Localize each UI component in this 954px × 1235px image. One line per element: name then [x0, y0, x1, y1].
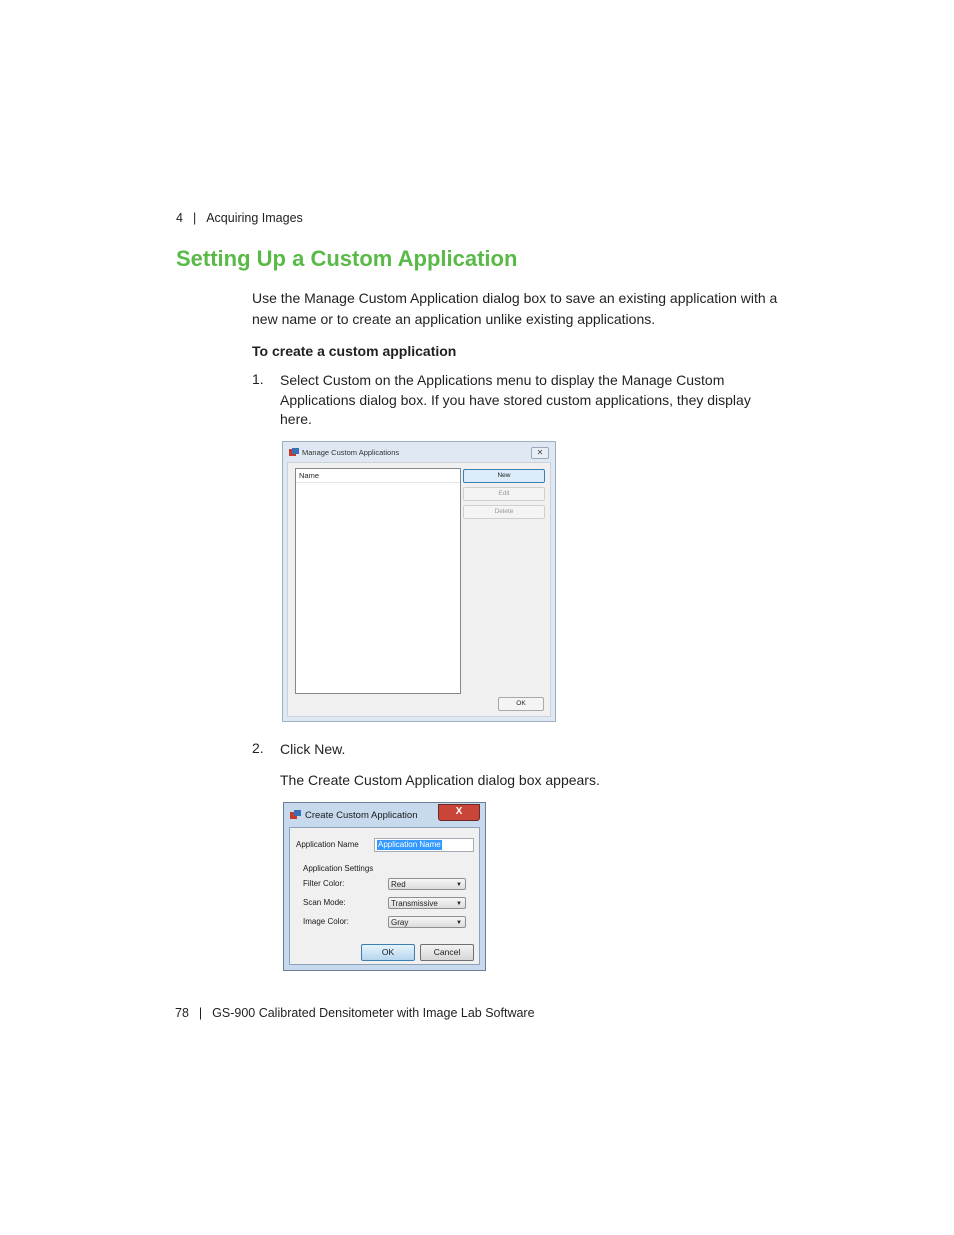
ok-button[interactable]: OK: [498, 697, 544, 711]
scan-mode-value: Transmissive: [391, 899, 438, 908]
chevron-down-icon: ▼: [456, 901, 462, 907]
close-icon[interactable]: X: [438, 804, 480, 821]
book-title: GS-900 Calibrated Densitometer with Image Lab Software: [212, 1006, 535, 1020]
manage-dialog-titlebar: [283, 442, 555, 464]
chevron-down-icon: ▼: [456, 882, 462, 888]
footer-separator: |: [198, 1006, 203, 1020]
application-icon: [289, 448, 299, 457]
filter-color-label: Filter Color:: [303, 879, 345, 888]
step-2-number: 2.: [252, 740, 264, 756]
step-2-text: Click New.: [280, 741, 346, 757]
header-separator: |: [192, 211, 197, 225]
list-column-header-name[interactable]: Name: [296, 469, 460, 483]
page-footer: [175, 1006, 535, 1020]
filter-color-select[interactable]: [388, 878, 466, 890]
step-2-result: The Create Custom Application dialog box appears.: [280, 772, 600, 788]
close-icon[interactable]: ✕: [531, 447, 549, 459]
image-color-value: Gray: [391, 918, 409, 927]
new-button[interactable]: New: [463, 469, 545, 483]
custom-applications-list[interactable]: [295, 468, 461, 694]
scan-mode-select[interactable]: [388, 897, 466, 909]
page-number: 78: [175, 1006, 189, 1020]
image-color-select[interactable]: [388, 916, 466, 928]
scan-mode-label: Scan Mode:: [303, 898, 346, 907]
create-dialog-body: [289, 827, 480, 965]
chevron-down-icon: ▼: [456, 920, 462, 926]
chapter-title: Acquiring Images: [206, 211, 303, 225]
image-color-label: Image Color:: [303, 917, 349, 926]
chapter-number: 4: [176, 211, 183, 225]
application-icon: [290, 810, 301, 820]
create-custom-application-dialog: [283, 802, 486, 971]
ok-button[interactable]: OK: [361, 944, 415, 961]
cancel-button[interactable]: Cancel: [420, 944, 474, 961]
delete-button[interactable]: Delete: [463, 505, 545, 519]
edit-button[interactable]: Edit: [463, 487, 545, 501]
manage-custom-applications-dialog: [282, 441, 556, 722]
step-1-number: 1.: [252, 371, 264, 387]
application-name-input[interactable]: [374, 838, 474, 852]
section-title: Setting Up a Custom Application: [176, 246, 518, 271]
procedure-heading: To create a custom application: [252, 343, 457, 359]
running-header: [176, 211, 303, 225]
create-dialog-title: Create Custom Application: [305, 810, 418, 821]
step-1-text: Select Custom on the Applications menu to display the Manage Custom Applications dialog box. If you have stored custom applications, they display here.: [280, 372, 751, 427]
intro-paragraph: Use the Manage Custom Application dialog box to save an existing application with a new name or to create an application unlike existing applications.: [252, 290, 778, 327]
manage-dialog-body: [287, 462, 551, 717]
application-name-label: Application Name: [296, 840, 359, 849]
manage-dialog-title: Manage Custom Applications: [302, 448, 400, 457]
filter-color-value: Red: [391, 880, 406, 889]
application-name-value: Application Name: [378, 840, 441, 849]
application-settings-label: Application Settings: [303, 864, 374, 873]
